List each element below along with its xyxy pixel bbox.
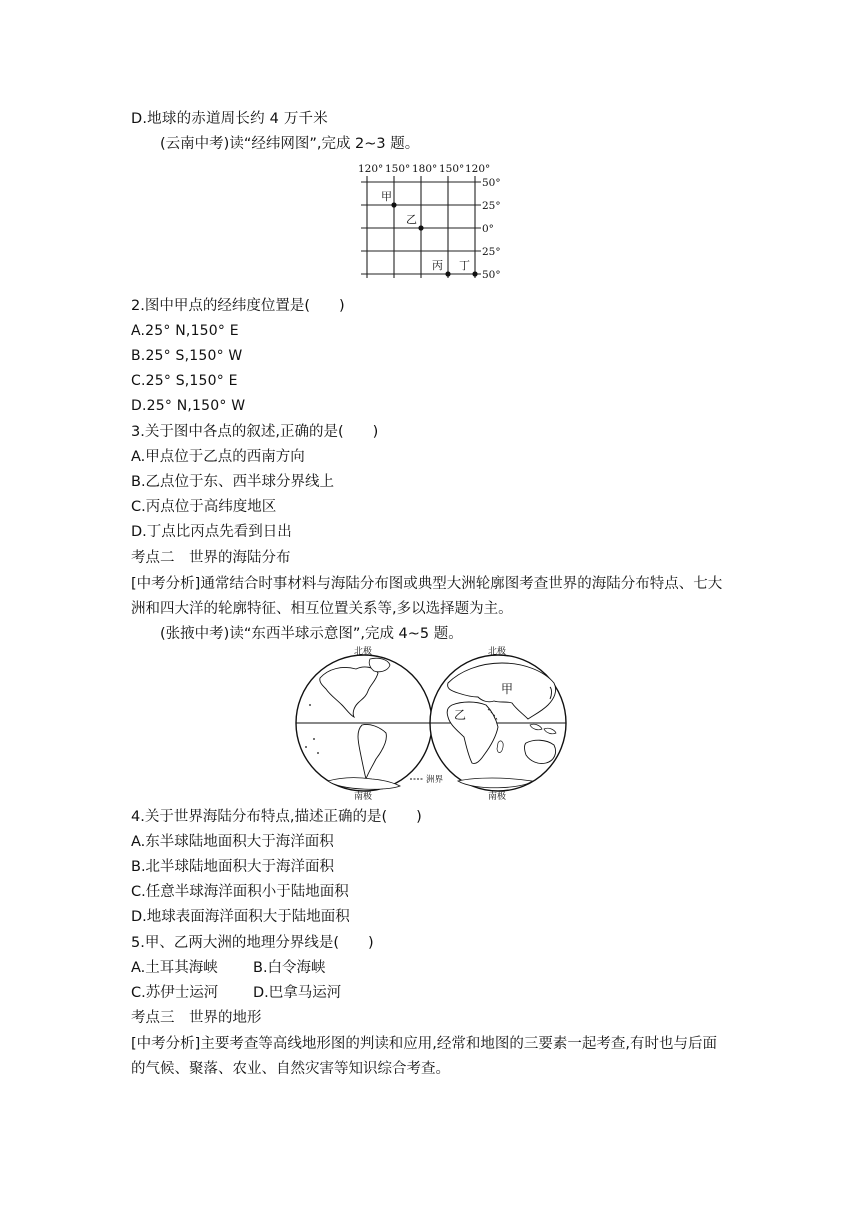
eastern-hemisphere [430,655,566,791]
south-pole-left: 南极 [354,792,373,802]
south-pole-right: 南极 [488,792,507,802]
lat-label: 25° [482,246,501,258]
point-ding-label: 丁 [459,259,470,272]
north-pole-left: 北极 [354,647,373,657]
kp3-analysis: [中考分析]主要考查等高线地形图的判读和应用,经常和地图的三要素一起考查,有时也与后面的气候、聚落、农业、自然灾害等知识综合考查。 [131,1036,718,1077]
kp2-analysis: [中考分析]通常结合时事材料与海陆分布图或典型大洲轮廓图考查世界的海陆分布特点、七大洲和四大洋的轮廓特征、相互位置关系等,多以选择题为主。 [131,576,723,617]
question-3-option-c: C.丙点位于高纬度地区 [131,499,277,515]
boundary-legend-label: 洲界 [426,775,444,785]
question-4-option-c: C.任意半球海洋面积小于陆地面积 [131,884,349,900]
question-5-option-d: D.巴拿马运河 [253,985,342,1001]
question-5-options-row-2 [131,983,341,1003]
point-ding [472,271,477,276]
section-heading-kp2: 考点二 世界的海陆分布 [131,550,291,566]
section-heading-kp3: 考点三 世界的地形 [131,1010,262,1026]
question-2-option-b: B.25° S,150° W [131,348,243,364]
lon-label: 150° [439,163,465,175]
question-5-option-b: B.白令海峡 [253,960,326,976]
question-5-option-a: A.土耳其海峡 [131,960,218,976]
lat-label: 50° [482,269,501,281]
lat-label: 50° [482,177,501,189]
graticule-figure [355,158,505,282]
lon-label: 180° [412,163,438,175]
question-2-option-a: A.25° N,150° E [131,323,239,339]
question-3-option-d: D.丁点比丙点先看到日出 [131,524,292,540]
question-3-option-a: A.甲点位于乙点的西南方向 [131,449,305,465]
question-5: 5.甲、乙两大洲的地理分界线是( ) [131,935,374,951]
continent-yi-label: 乙 [454,708,467,722]
question-5-option-c: C.苏伊士运河 [131,985,219,1001]
question-3: 3.关于图中各点的叙述,正确的是( ) [131,424,379,440]
question-2-option-c: C.25° S,150° E [131,373,238,389]
lon-label: 120° [358,163,384,175]
north-pole-right: 北极 [488,647,507,657]
intro-questions-4-5: (张掖中考)读“东西半球示意图”,完成 4~5 题。 [160,626,463,642]
question-4-option-b: B.北半球陆地面积大于海洋面积 [131,859,335,875]
point-yi [418,225,423,230]
question-2-option-d: D.25° N,150° W [131,398,246,414]
question-4: 4.关于世界海陆分布特点,描述正确的是( ) [131,809,422,825]
point-jia [391,202,396,207]
lon-label: 120° [465,163,491,175]
point-bing [445,271,450,276]
point-bing-label: 丙 [432,259,443,272]
point-yi-label: 乙 [406,213,417,226]
intro-questions-2-3: (云南中考)读“经纬网图”,完成 2~3 题。 [160,136,420,152]
question-4-option-d: D.地球表面海洋面积大于陆地面积 [131,909,350,925]
question-3-option-b: B.乙点位于东、西半球分界线上 [131,474,335,490]
lon-label: 150° [385,163,411,175]
question-5-options-row-1 [131,958,326,978]
hemisphere-figure [292,643,570,803]
western-hemisphere [296,655,432,791]
question-4-option-a: A.东半球陆地面积大于海洋面积 [131,834,334,850]
lat-label: 0° [482,223,494,235]
question-2: 2.图中甲点的经纬度位置是( ) [131,298,345,314]
lat-label: 25° [482,200,501,212]
continent-jia-label: 甲 [501,682,514,696]
point-jia-label: 甲 [381,190,392,203]
question-1-option-d: D.地球的赤道周长约 4 万千米 [131,111,328,127]
